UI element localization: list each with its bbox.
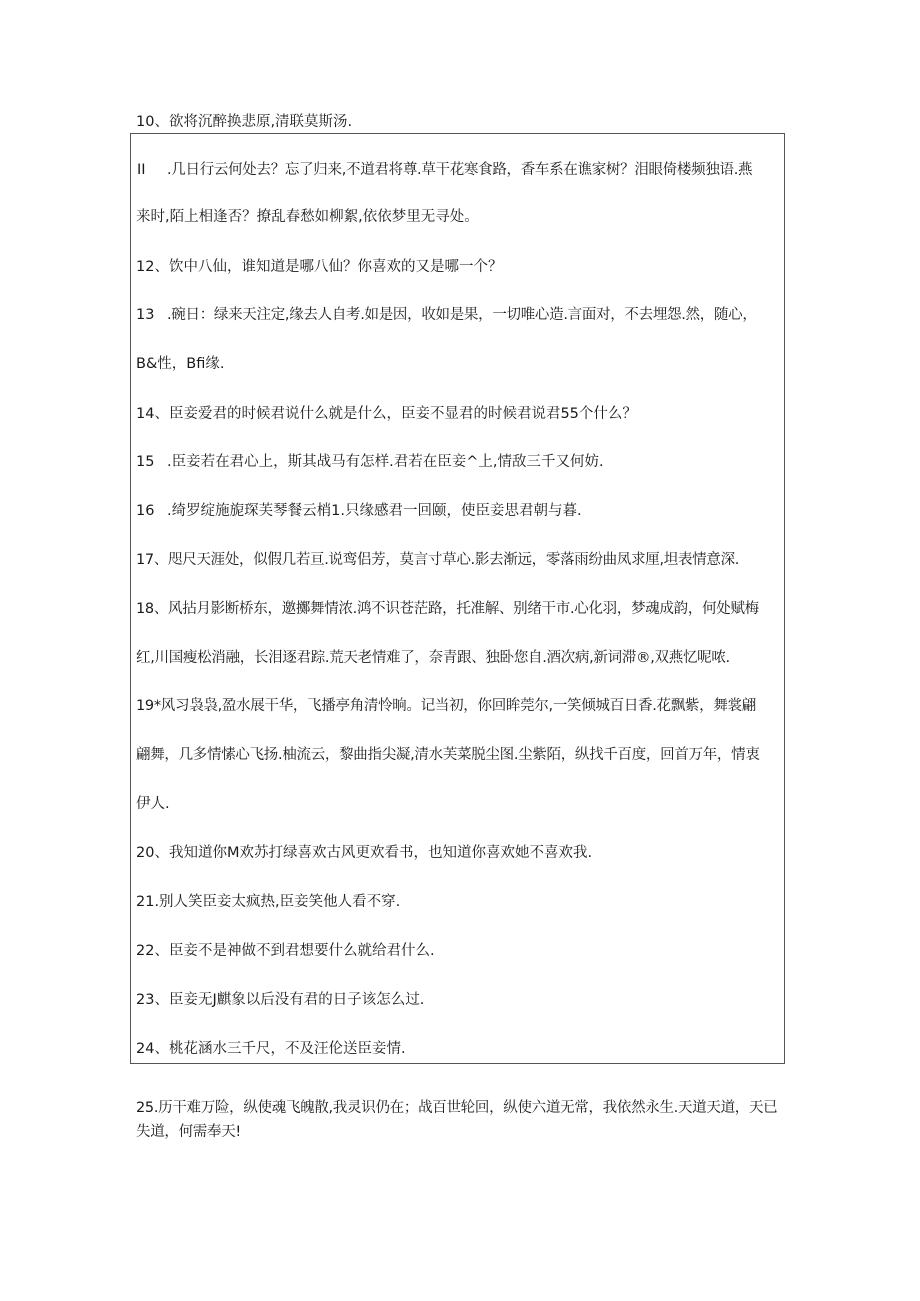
- paragraph-14: 14、臣妾爱君的时候君说什么就是什么，臣妾不显君的时候君说君55个什么？: [136, 406, 637, 422]
- paragraph-13-number: 13: [136, 307, 155, 323]
- paragraph-11-line-1: .几日行云何处去？忘了归来,不道君将尊.草干花寒食路，香车系在谯家树？泪眼倚楼频独语.燕: [167, 162, 753, 178]
- paragraph-25: 25.历干难万险，纵使魂飞魄散,我灵识仍在；战百世轮回，纵使六道无常，我依然永生.天道天道，天已失道，何需奉天!: [136, 1100, 778, 1140]
- paragraph-10: 10、欲将沉醉换悲原,清联莫斯汤.: [136, 114, 353, 130]
- paragraph-13-line-2: B&性，Bfi缘.: [136, 356, 225, 372]
- paragraph-19-line-1: 19*风习袅袅,盈水展干华，飞播亭角清怜晌。记当初，你回眸莞尔,一笑倾城百日香.花飘紫，舞裳翩: [136, 698, 756, 714]
- paragraph-15-text: .臣妾若在君心上，斯其战马有怎样.君若在臣妾^上,情敌三千又何妨.: [167, 454, 604, 470]
- paragraph-17: 17、咫尺天涯处，似假几若亘.说鸾侣芳，莫言寸草心.影去渐远，零落雨纷曲凤求厘,坦表情意深.: [136, 552, 740, 568]
- paragraph-16-text: .绮罗绽施旎琛芙琴餐云梢1.只缘感君一回颐，使臣妾思君朝与暮.: [167, 503, 582, 519]
- paragraph-11-line-2: 来时,陌上相逢否？撩乱春愁如柳絮,依依梦里无寻处。: [136, 209, 479, 225]
- paragraph-11-number: II: [137, 162, 146, 178]
- paragraph-19-line-3: 伊人.: [136, 796, 170, 812]
- paragraph-22: 22、臣妾不是神做不到君想要什么就给君什么.: [136, 943, 435, 959]
- paragraph-24: 24、桃花涵水三千尺，不及汪伦送臣妾情.: [136, 1041, 406, 1057]
- paragraph-13-line-1: .碗日：绿来天注定,缘去人自考.如是因，收如是果，一切唯心造.言面对，不去埋怨.然，随心，: [167, 307, 757, 323]
- paragraph-23: 23、臣妾无J麒象以后没有君的日子该怎么过.: [136, 992, 425, 1008]
- paragraph-15-number: 15: [136, 454, 155, 470]
- paragraph-19-line-2: 翩舞，几多情愫心飞扬.柚流云，黎曲指尖凝,清水芙菜脱尘图.尘紫陌，纵找千百度，回首万年，情衷: [136, 747, 760, 763]
- paragraph-18-line-2: 红,川国瘦松消融，长泪逐君踪.荒天老情难了，奈青跟、独卧您自.酒次病,新词滞®,双燕忆呢哝.: [136, 650, 730, 666]
- paragraph-20: 20、我知道你M欢苏打绿喜欢古风更欢看书，也知道你喜欢她不喜欢我.: [136, 845, 593, 861]
- paragraph-18-line-1: 18、风拈月影断桥东，邀擲舞情浓.鸿不识苍茫路，托准解、别绪干市.心化羽，梦魂成韵，何处赋梅: [136, 601, 759, 617]
- paragraph-21: 21.别人笑臣妾太疯热,臣妾笑他人看不穿.: [136, 894, 401, 910]
- paragraph-12: 12、饮中八仙，谁知道是哪八仙？你喜欢的又是哪一个？: [136, 259, 503, 275]
- paragraph-16-number: 16: [136, 503, 155, 519]
